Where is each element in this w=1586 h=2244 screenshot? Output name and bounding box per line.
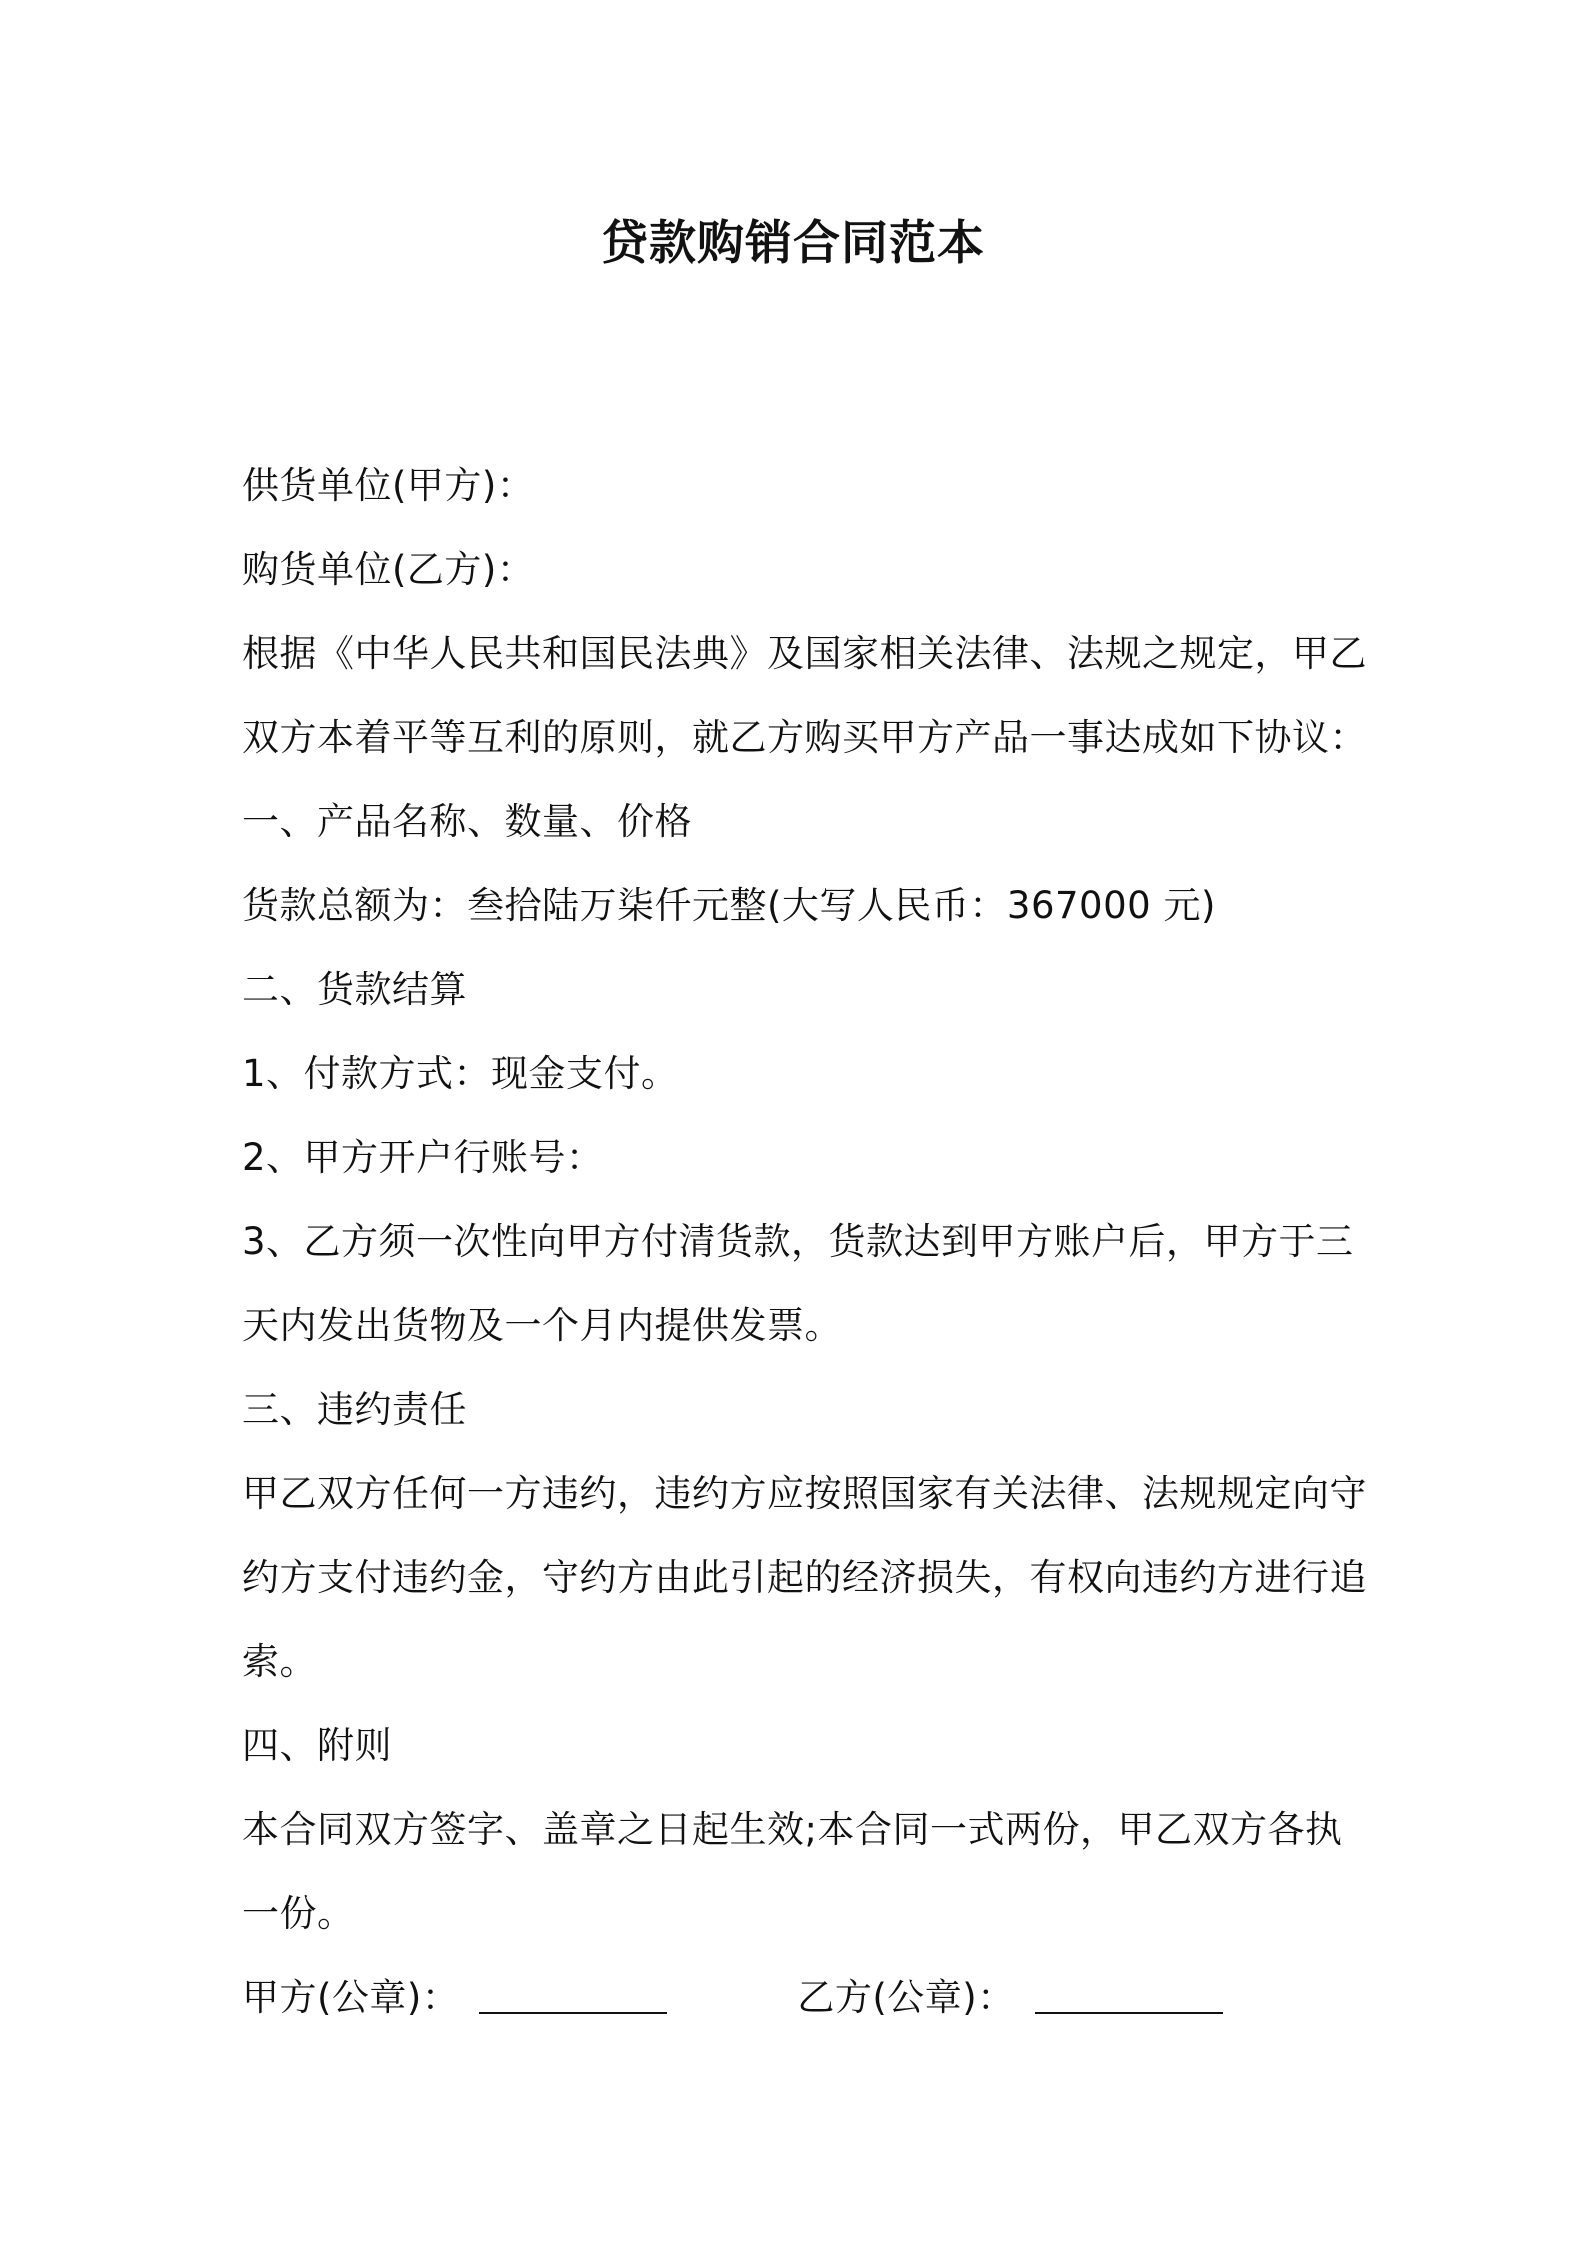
breach-line-2: 约方支付违约金，守约方由此引起的经济损失，有权向违约方进行追: [242, 1556, 1367, 1599]
party-a-seal-label: 甲方(公章)：: [242, 1976, 460, 2019]
party-a-signature: [242, 1956, 667, 2040]
preamble-line-1: 根据《中华人民共和国民法典》及国家相关法律、法规之规定，甲乙: [242, 632, 1367, 675]
effect-line-2: 一份。: [242, 1892, 355, 1935]
payment-terms-line-2: 天内发出货物及一个月内提供发票。: [242, 1304, 842, 1347]
effect-line-1: 本合同双方签字、盖章之日起生效;本合同一式两份，甲乙双方各执: [242, 1808, 1343, 1851]
party-b-seal-label: 乙方(公章)：: [797, 1976, 1015, 2019]
breach-line-1: 甲乙双方任何一方违约，违约方应按照国家有关法律、法规规定向守: [242, 1472, 1367, 1515]
breach-line-3: 索。: [242, 1640, 317, 1683]
payment-terms-line-1: 3、乙方须一次性向甲方付清货款，货款达到甲方账户后，甲方于三: [242, 1220, 1354, 1263]
bank-account-line: 2、甲方开户行账号：: [242, 1136, 604, 1179]
payment-method-line: 1、付款方式：现金支付。: [242, 1052, 679, 1095]
party-a-signature-blank: [479, 1956, 667, 2014]
buyer-line: 购货单位(乙方)：: [242, 548, 535, 591]
document-title: 贷款购销合同范本: [601, 216, 985, 271]
section-1-heading: 一、产品名称、数量、价格: [242, 800, 692, 843]
supplier-line: 供货单位(甲方)：: [242, 464, 535, 507]
section-3-heading: 三、违约责任: [242, 1388, 467, 1431]
section-4-heading: 四、附则: [242, 1724, 392, 1767]
party-b-signature: [797, 1956, 1222, 2040]
section-2-heading: 二、货款结算: [242, 968, 467, 1011]
preamble-line-2: 双方本着平等互利的原则，就乙方购买甲方产品一事达成如下协议：: [242, 716, 1367, 759]
total-amount-line: 货款总额为：叁拾陆万柒仟元整(大写人民币：367000 元): [242, 884, 1216, 927]
party-b-signature-blank: [1035, 1956, 1223, 2014]
signature-row: [242, 1956, 1362, 2040]
document-body: [242, 444, 1367, 2040]
